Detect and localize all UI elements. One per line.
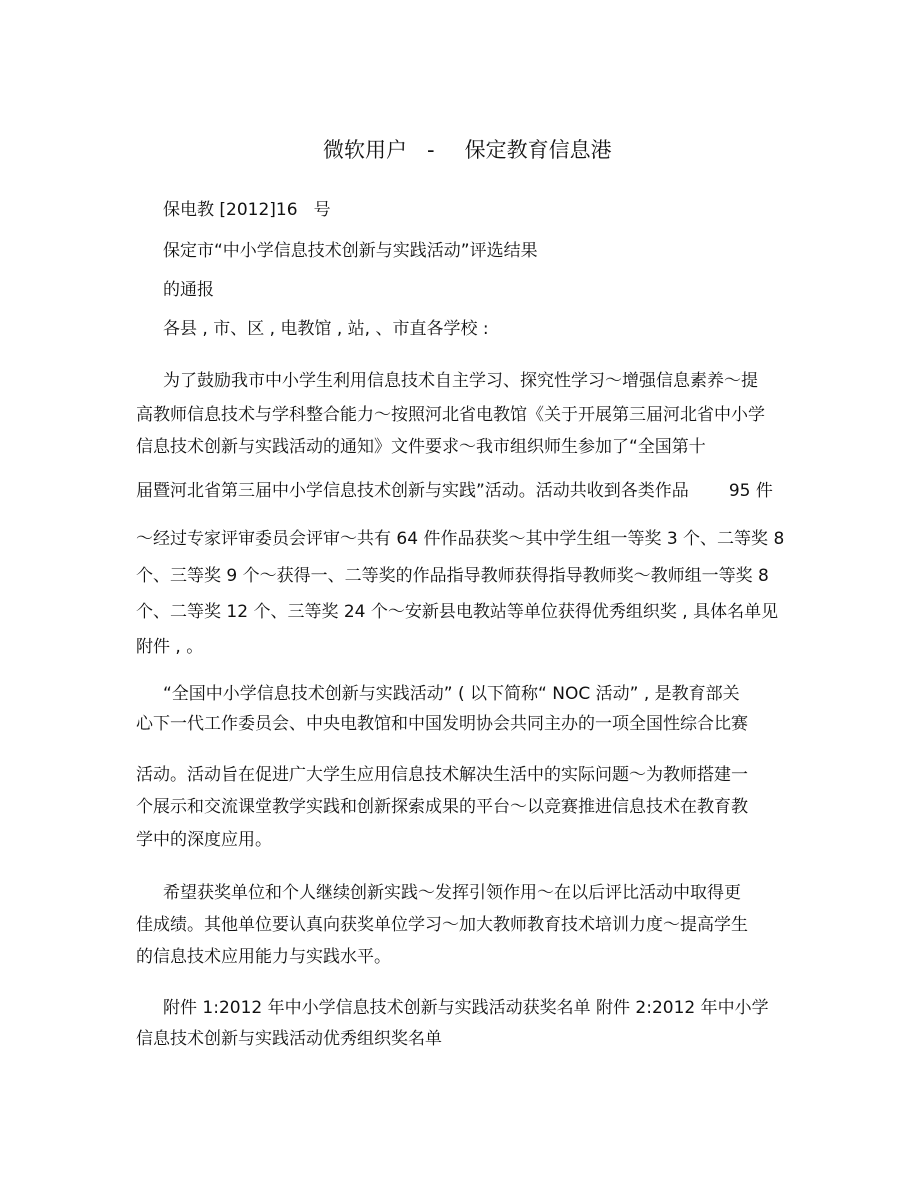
header-separator: -	[427, 138, 435, 162]
paragraph-line: 希望获奖单位和个人继续创新实践～发挥引领作用～在以后评比活动中取得更	[163, 883, 741, 903]
paragraph-line: 高教师信息技术与学科整合能力～按照河北省电教馆《关于开展第三届河北省中小学	[136, 405, 765, 425]
paragraph-line: 活动。活动旨在促进广大学生应用信息技术解决生活中的实际问题～为教师搭建一	[136, 765, 748, 785]
paragraph-line: “全国中小学信息技术创新与实践活动” ( 以下简称“ NOC 活动” , 是教育部关	[163, 684, 740, 704]
works-count: 95 件	[728, 481, 773, 501]
doc-title-line2: 的通报	[163, 280, 214, 300]
paragraph-line: 附件 , 。	[136, 637, 204, 657]
paragraph-line: 的信息技术应用能力与实践水平。	[136, 947, 391, 967]
paragraph-line: 信息技术创新与实践活动的通知》文件要求～我市组织师生参加了“全国第十	[136, 437, 706, 457]
paragraph-line: 佳成绩。其他单位要认真向获奖单位学习～加大教师教育技术培训力度～提高学生	[136, 915, 748, 935]
doc-title-line1: 保定市“中小学信息技术创新与实践活动”评选结果	[163, 241, 538, 261]
doc-number	[163, 199, 331, 221]
attachment-line: 信息技术创新与实践活动优秀组织奖名单	[136, 1029, 442, 1049]
paragraph-line: 学中的深度应用。	[136, 830, 272, 850]
paragraph-line: 为了鼓励我市中小学生利用信息技术自主学习、探究性学习～增强信息素养～提	[163, 371, 758, 391]
paragraph-line: 个、三等奖 9 个～获得一、二等奖的作品指导教师获得指导教师奖～教师组一等奖 8	[136, 566, 769, 586]
paragraph-line: 个展示和交流课堂教学实践和创新探索成果的平台～以竞赛推进信息技术在教育教	[136, 797, 748, 817]
doc-number-prefix: 保电教 [2012]16	[163, 200, 298, 220]
paragraph-line-text: 届暨河北省第三届中小学信息技术创新与实践”活动。活动共收到各类作品	[136, 481, 689, 501]
doc-number-suffix: 号	[313, 200, 331, 220]
paragraph-line: ～经过专家评审委员会评审～共有 64 件作品获奖～其中学生组一等奖 3 个、二等奖 8	[136, 529, 785, 549]
page-header	[323, 136, 612, 164]
attachment-line: 附件 1:2012 年中小学信息技术创新与实践活动获奖名单 附件 2:2012 年中小学	[163, 998, 769, 1018]
paragraph-line	[136, 480, 773, 502]
header-right: 保定教育信息港	[464, 138, 612, 162]
addressee: 各县 , 市、区 , 电教馆 , 站, 、市直各学校 :	[163, 319, 489, 339]
header-left: 微软用户	[323, 138, 407, 162]
paragraph-line: 心下一代工作委员会、中央电教馆和中国发明协会共同主办的一项全国性综合比赛	[136, 714, 748, 734]
paragraph-line: 个、二等奖 12 个、三等奖 24 个～安新县电教站等单位获得优秀组织奖 , 具体名单见	[136, 602, 779, 622]
